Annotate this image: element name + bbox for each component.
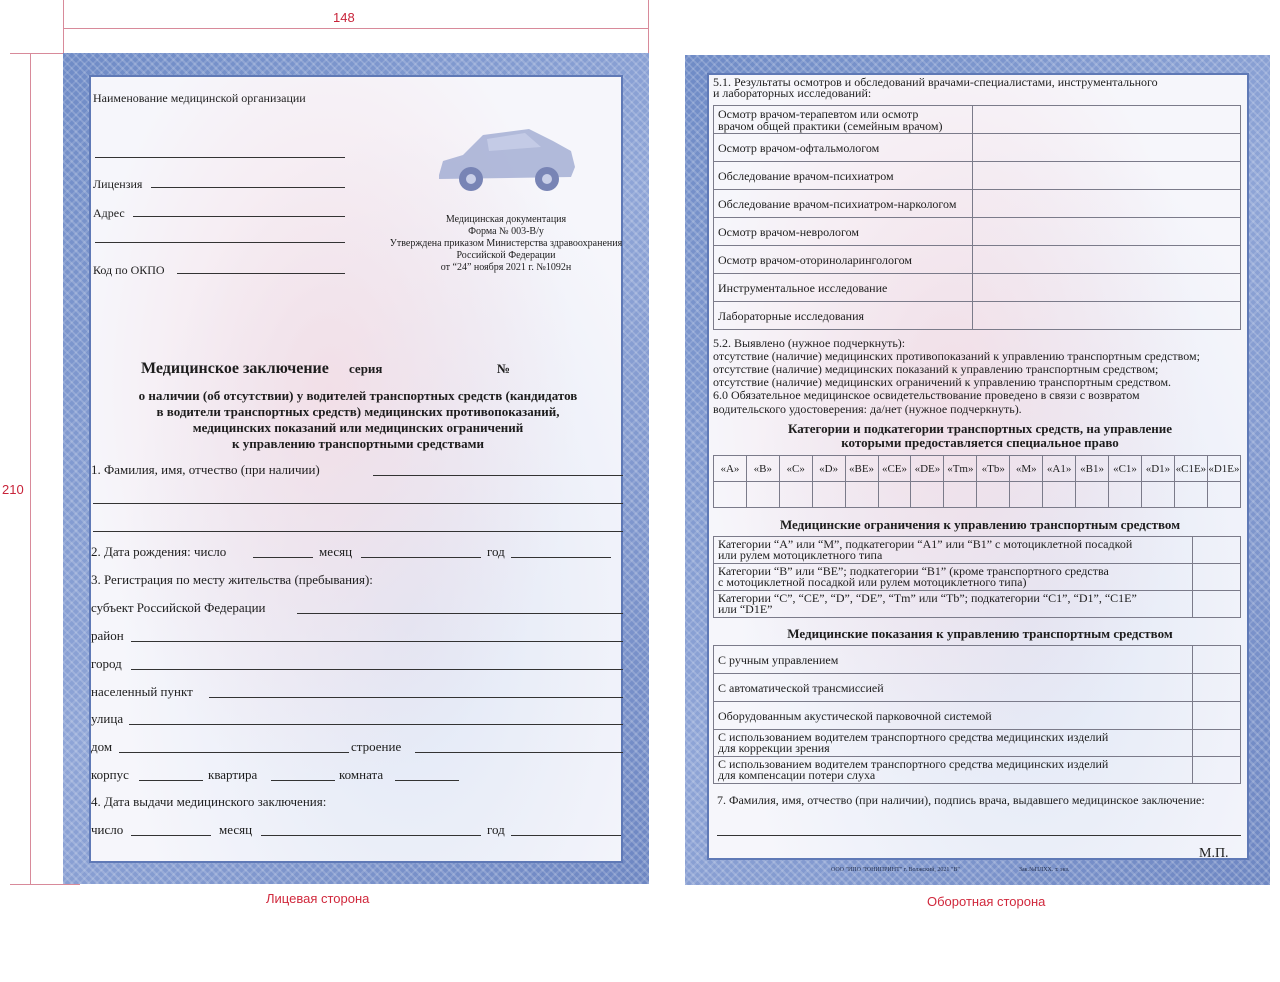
address-label: Адрес [93, 206, 125, 220]
exam-cell: Лабораторные исследования [714, 302, 973, 330]
back-sheet [685, 55, 1270, 885]
indication-row [714, 674, 1241, 702]
category-mark-cell[interactable] [1076, 482, 1109, 508]
category-label: «M» [1010, 456, 1043, 482]
category-mark-cell[interactable] [1043, 482, 1076, 508]
issue-month-line [261, 835, 481, 836]
category-mark-cell[interactable] [1141, 482, 1174, 508]
dob-month-line [361, 557, 481, 558]
category-mark-cell[interactable] [878, 482, 911, 508]
restriction-cell: Категории “A” или “M”, подкатегории “A1” или “B1” с мотоциклетной посадкой или рулем мотоциклетного типа [714, 537, 1193, 564]
s52-line-2: отсутствие (наличие) медицинских противопоказаний к управлению транспортным средством; [713, 349, 1200, 363]
exam-result-cell[interactable] [973, 302, 1241, 330]
district-line [131, 641, 623, 642]
imprint-text-2: Зак.№ПЛХХ. т. экз. [1019, 867, 1070, 873]
form-info-line-1: Медицинская документация [445, 214, 567, 225]
s51-line-1: 5.1. Результаты осмотров и обследований врачами-специалистами, инструментального [713, 75, 1158, 89]
restriction-row [714, 564, 1241, 591]
subject-label: субъект Российской Федерации [91, 600, 266, 615]
indication-cell: С автоматической трансмиссией [714, 674, 1193, 702]
building-line [415, 752, 623, 753]
dob-day-line [253, 557, 313, 558]
category-label: «BE» [845, 456, 878, 482]
indication-cell: С использованием водителем транспортного средства медицинских изделий для компенсации потери слуха [714, 757, 1193, 784]
fio-line [373, 475, 623, 476]
category-mark-cell[interactable] [746, 482, 779, 508]
room-label: комната [339, 767, 384, 782]
category-label: «Tm» [944, 456, 977, 482]
subject-line [297, 613, 623, 614]
exam-result-cell[interactable] [973, 190, 1241, 218]
exam-cell: Осмотр врачом-офтальмологом [714, 134, 973, 162]
caption-front: Лицевая сторона [266, 891, 370, 906]
indication-cell: С использованием водителем транспортного средства медицинских изделий для коррекции зрения [714, 730, 1193, 757]
category-mark-cell[interactable] [944, 482, 977, 508]
categories-title-1: Категории и подкатегории транспортных средств, на управление [787, 421, 1173, 436]
subtitle-line-4: к управлению транспортными средствами [232, 436, 484, 451]
category-label: «C» [779, 456, 812, 482]
exam-cell: Обследование врачом-психиатром [714, 162, 973, 190]
city-line [131, 669, 623, 670]
number-label: № [497, 361, 511, 376]
category-label: «Tb» [977, 456, 1010, 482]
s60-line-2: водительского удостоверения: да/нет (нужное подчеркнуть). [713, 402, 1022, 416]
indication-mark-cell[interactable] [1193, 702, 1241, 730]
address-line [133, 216, 345, 217]
category-mark-cell[interactable] [845, 482, 878, 508]
car-icon [433, 117, 583, 197]
issue-year-label: год [487, 822, 505, 837]
category-label: «B» [746, 456, 779, 482]
restrictions-title: Медицинские ограничения к управлению транспортным средством [779, 517, 1181, 532]
settlement-line [209, 697, 623, 698]
restriction-mark-cell[interactable] [1193, 537, 1241, 564]
category-label: «C1» [1109, 456, 1142, 482]
subtitle-line-2: в водители транспортных средств) медицинских противопоказаний, [156, 404, 560, 419]
exam-row [714, 162, 1241, 190]
dob-year-label: год [487, 544, 505, 559]
city-label: город [91, 656, 122, 671]
exam-result-cell[interactable] [973, 134, 1241, 162]
dob-month-label: месяц [319, 544, 353, 559]
dim-width-label: 148 [333, 10, 355, 25]
category-mark-cell[interactable] [911, 482, 944, 508]
form-info-line-2: Форма № 003-В/у [468, 226, 544, 237]
back-inner-panel [707, 73, 1249, 860]
exam-result-cell[interactable] [973, 218, 1241, 246]
form-info-line-3: Утверждена приказом Министерства здравоохранения [389, 238, 623, 249]
fio-label: 1. Фамилия, имя, отчество (при наличии) [91, 462, 320, 477]
restriction-mark-cell[interactable] [1193, 564, 1241, 591]
org-name-label: Наименование медицинской организации [93, 91, 306, 105]
corpus-label: корпус [91, 767, 129, 782]
front-inner-panel [89, 75, 623, 863]
s60-line-1: 6.0 Обязательное медицинское освидетельствование проведено в связи с возвратом [713, 388, 1140, 402]
exam-row [714, 302, 1241, 330]
restriction-row [714, 537, 1241, 564]
house-line [119, 752, 349, 753]
form-info-line-5: от “24” ноября 2021 г. №1092н [440, 262, 572, 273]
dim-height-line [30, 53, 31, 884]
address-line-2 [95, 242, 345, 243]
s52-line-1: 5.2. Выявлено (нужное подчеркнуть): [713, 336, 906, 350]
exams-table [713, 105, 1241, 330]
dim-line-bottom [10, 884, 80, 885]
categories-header-row [714, 456, 1241, 482]
exam-cell: Обследование врачом-психиатром-наркологом [714, 190, 973, 218]
exam-result-cell[interactable] [973, 106, 1241, 134]
street-label: улица [91, 711, 124, 726]
category-label: «A1» [1043, 456, 1076, 482]
exam-row [714, 218, 1241, 246]
category-mark-cell[interactable] [714, 482, 747, 508]
fio-line-2 [93, 503, 623, 504]
categories-mark-row [714, 482, 1241, 508]
exam-row [714, 106, 1241, 134]
dob-year-line [511, 557, 611, 558]
restriction-cell: Категории “B” или “BE”; подкатегории “B1” (кроме транспортного средства с мотоциклетной посадкой или рулем мотоциклетного типа) [714, 564, 1193, 591]
indication-row [714, 757, 1241, 784]
category-label: «D1» [1141, 456, 1174, 482]
indication-mark-cell[interactable] [1193, 646, 1241, 674]
issue-year-line [511, 835, 621, 836]
form-info-line-4: Российской Федерации [456, 250, 556, 261]
org-name-line [95, 157, 345, 158]
category-mark-cell[interactable] [812, 482, 845, 508]
restriction-mark-cell[interactable] [1193, 591, 1241, 618]
s51-line-2: и лабораторных исследований: [713, 86, 872, 100]
house-label: дом [91, 739, 113, 754]
fio-line-3 [93, 531, 623, 532]
category-mark-cell[interactable] [779, 482, 812, 508]
exam-cell: Осмотр врачом-терапевтом или осмотр врачом общей практики (семейным врачом) [714, 106, 973, 134]
indication-row [714, 730, 1241, 757]
okpo-label: Код по ОКПО [93, 263, 165, 277]
s7-label: 7. Фамилия, имя, отчество (при наличии), подпись врача, выдавшего медицинское заключение: [717, 793, 1205, 807]
indications-table [713, 645, 1241, 784]
category-mark-cell[interactable] [1207, 482, 1240, 508]
exam-row [714, 190, 1241, 218]
dob-label: 2. Дата рождения: число [91, 544, 227, 559]
indication-mark-cell[interactable] [1193, 730, 1241, 757]
issue-month-label: месяц [219, 822, 253, 837]
document-title: Медицинское заключение [141, 360, 329, 377]
license-label: Лицензия [93, 177, 143, 191]
indications-title: Медицинские показания к управлению транспортным средством [787, 626, 1173, 641]
s52-line-4: отсутствие (наличие) медицинских ограничений к управлению транспортным средством. [713, 375, 1172, 389]
issue-day-line [131, 835, 211, 836]
imprint-text: ООО "ИПО "ЮНИПРИНТ" г. Волжский, 2021 "В" [831, 867, 960, 873]
categories-table [713, 455, 1241, 508]
restriction-row [714, 591, 1241, 618]
corpus-line [139, 780, 203, 781]
registration-label: 3. Регистрация по месту жительства (пребывания): [91, 572, 373, 587]
street-line [129, 724, 623, 725]
exam-row [714, 246, 1241, 274]
district-label: район [91, 628, 124, 643]
issue-date-label: 4. Дата выдачи медицинского заключения: [91, 794, 327, 809]
category-label: «D1E» [1207, 456, 1240, 482]
category-mark-cell[interactable] [1010, 482, 1043, 508]
indication-mark-cell[interactable] [1193, 757, 1241, 784]
room-line [395, 780, 459, 781]
exam-cell: Осмотр врачом-неврологом [714, 218, 973, 246]
category-label: «D» [812, 456, 845, 482]
exam-result-cell[interactable] [973, 246, 1241, 274]
indication-mark-cell[interactable] [1193, 674, 1241, 702]
settlement-label: населенный пункт [91, 684, 193, 699]
indication-cell: С ручным управлением [714, 646, 1193, 674]
indication-row [714, 702, 1241, 730]
category-label: «CE» [878, 456, 911, 482]
dim-height-label: 210 [2, 482, 24, 497]
exam-row [714, 134, 1241, 162]
subtitle-line-3: медицинских показаний или медицинских ограничений [192, 420, 524, 435]
stamp-label: М.П. [1199, 846, 1229, 861]
category-mark-cell[interactable] [1109, 482, 1142, 508]
indication-row [714, 646, 1241, 674]
category-label: «DE» [911, 456, 944, 482]
s7-line [717, 835, 1241, 836]
category-label: «A» [714, 456, 747, 482]
dim-width-line [63, 28, 648, 29]
exam-cell: Осмотр врачом-оториноларингологом [714, 246, 973, 274]
issue-day-label: число [91, 822, 124, 837]
s52-line-3: отсутствие (наличие) медицинских показаний к управлению транспортным средством; [713, 362, 1159, 376]
front-sheet [63, 53, 649, 884]
exam-cell: Инструментальное исследование [714, 274, 973, 302]
subtitle-line-1: о наличии (об отсутствии) у водителей транспортных средств (кандидатов [138, 388, 578, 403]
series-label: серия [349, 361, 383, 376]
exam-result-cell[interactable] [973, 274, 1241, 302]
exam-result-cell[interactable] [973, 162, 1241, 190]
category-label: «B1» [1076, 456, 1109, 482]
restriction-cell: Категории “C”, “CE”, “D”, “DE”, “Tm” или “Tb”; подкатегории “C1”, “D1”, “C1E” или “D1E” [714, 591, 1193, 618]
apartment-label: квартира [208, 767, 258, 782]
caption-back: Оборотная сторона [927, 894, 1046, 909]
apartment-line [271, 780, 335, 781]
restrictions-table [713, 536, 1241, 618]
okpo-line [177, 273, 345, 274]
building-label: строение [351, 739, 402, 754]
license-line [151, 187, 345, 188]
exam-row [714, 274, 1241, 302]
indication-cell: Оборудованным акустической парковочной системой [714, 702, 1193, 730]
category-label: «C1E» [1174, 456, 1207, 482]
category-mark-cell[interactable] [977, 482, 1010, 508]
categories-title-2: которыми предоставляется специальное право [841, 435, 1119, 450]
category-mark-cell[interactable] [1174, 482, 1207, 508]
